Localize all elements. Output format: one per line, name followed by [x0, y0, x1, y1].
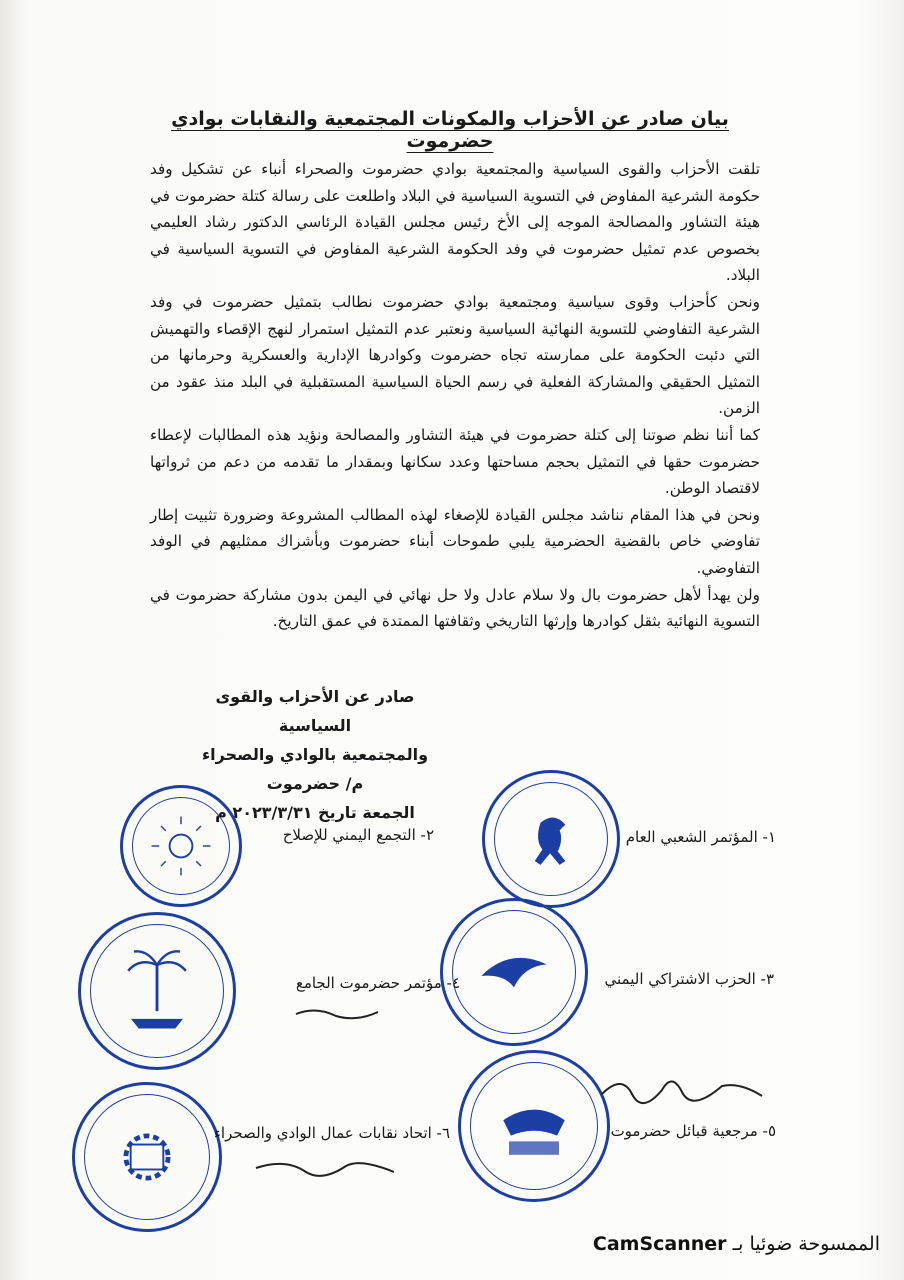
signatory-5: ٥- مرجعية قبائل حضرموت — [610, 1122, 776, 1140]
document-title: بيان صادر عن الأحزاب والمكونات المجتمعية والنقابات بوادي حضرموت — [171, 108, 729, 152]
paragraph-4: ونحن في هذا المقام نناشد مجلس القيادة للإصغاء لهذه المطالب المشروعة وضرورة تثبيت إطار تفاوضي خاص بالقضية الحضرمية يلبي طموحات أبناء حضرموت وبأشراك ممثليهم في الوفد التفاوضي. — [150, 505, 760, 577]
paragraph-1: تلقت الأحزاب والقوى السياسية والمجتمعية بوادي حضرموت والصحراء أنباء عن تشكيل وفد حكومة الشرعية المفاوض في التسوية السياسية في البلاد واطلعت على رسالة كتلة حضرموت في هيئة التشاور والمصالحة الموجه إلى الأخ رئيس مجلس القيادة الرئاسي الدكتور رشاد العليمي بخصوص عدم تمثيل حضرموت في وفد الحكومة الشرعية المفاوض في التسوية السياسية في البلاد. — [150, 160, 760, 285]
signoff-line-2: والمجتمعية بالوادي والصحراء — [201, 745, 429, 764]
signoff-line-3: م/ حضرموت — [266, 774, 364, 793]
handshake-emblem-icon — [461, 1053, 607, 1199]
handwritten-signature-3 — [292, 996, 382, 1026]
signatory-1: ١- المؤتمر الشعبي العام — [625, 828, 776, 846]
signatory-3: ٣- الحزب الاشتراكي اليمني — [604, 970, 774, 988]
scanner-watermark — [593, 1233, 880, 1255]
tribes-stamp — [458, 1050, 610, 1202]
paragraph-5: ولن يهدأ لأهل حضرموت بال ولا سلام عادل ولا حل نهائي في اليمن بدون مشاركة حضرموت في التسوية النهائية بثقل كوادرها وإرثها التاريخي وثقافتها الممتدة في عمق التاريخ. — [150, 585, 760, 631]
horse-emblem-icon — [485, 773, 617, 905]
palm-emblem-icon — [81, 915, 233, 1067]
signatory-6: ٦- اتحاد نقابات عمال الوادي والصحراء — [213, 1124, 450, 1142]
socialist-stamp — [440, 898, 588, 1046]
handwritten-signature-2 — [250, 1140, 400, 1190]
gear-emblem-icon — [75, 1085, 219, 1229]
unions-stamp — [72, 1082, 222, 1232]
signatory-4: ٤- مؤتمر حضرموت الجامع — [295, 974, 460, 992]
watermark-brand: CamScanner — [592, 1233, 727, 1255]
paragraph-2: ونحن كأحزاب وقوى سياسية ومجتمعية بوادي حضرموت نطالب بتمثيل حضرموت في وفد الشرعية التفاوضي للتسوية النهائية السياسية ونعتبر عدم التمثيل استمرار لنهج الإقصاء والتهميش التي دئبت الحكومة على ممارسته تجاه حضرموت وكوادرها الإدارية والعسكرية وحرمانها من التمثيل الحقيقي والمشاركة الفعلية في رسم الحياة السياسية المستقبلية في البلد منذ عقود من الزمن. — [150, 292, 760, 418]
paragraph-3: كما أننا نظم صوتنا إلى كتلة حضرموت في هيئة التشاور والمصالحة ونؤيد هذه المطالبات لإعطاء حضرموت حقها في التمثيل بحجم مساحتها وعدد سكانها وبمقدار ما تقدمه من دعم من ثرواتها لاقتصاد الوطن. — [150, 425, 760, 498]
signoff-date: الجمعة تاريخ ٢٠٢٣/٣/٣١ م — [215, 803, 415, 822]
statement-body — [150, 156, 760, 635]
signatory-2: ٢- التجمع اليمني للإصلاح — [282, 826, 434, 844]
islah-stamp — [120, 785, 242, 907]
gpc-stamp — [482, 770, 620, 908]
sun-emblem-icon — [123, 788, 239, 904]
bird-emblem-icon — [443, 901, 585, 1043]
signoff-line-1: صادر عن الأحزاب والقوى السياسية — [215, 687, 415, 735]
handwritten-signature-1 — [592, 1064, 792, 1124]
watermark-prefix: الممسوحة ضوئيا بـ — [732, 1233, 880, 1255]
conference-stamp — [78, 912, 236, 1070]
